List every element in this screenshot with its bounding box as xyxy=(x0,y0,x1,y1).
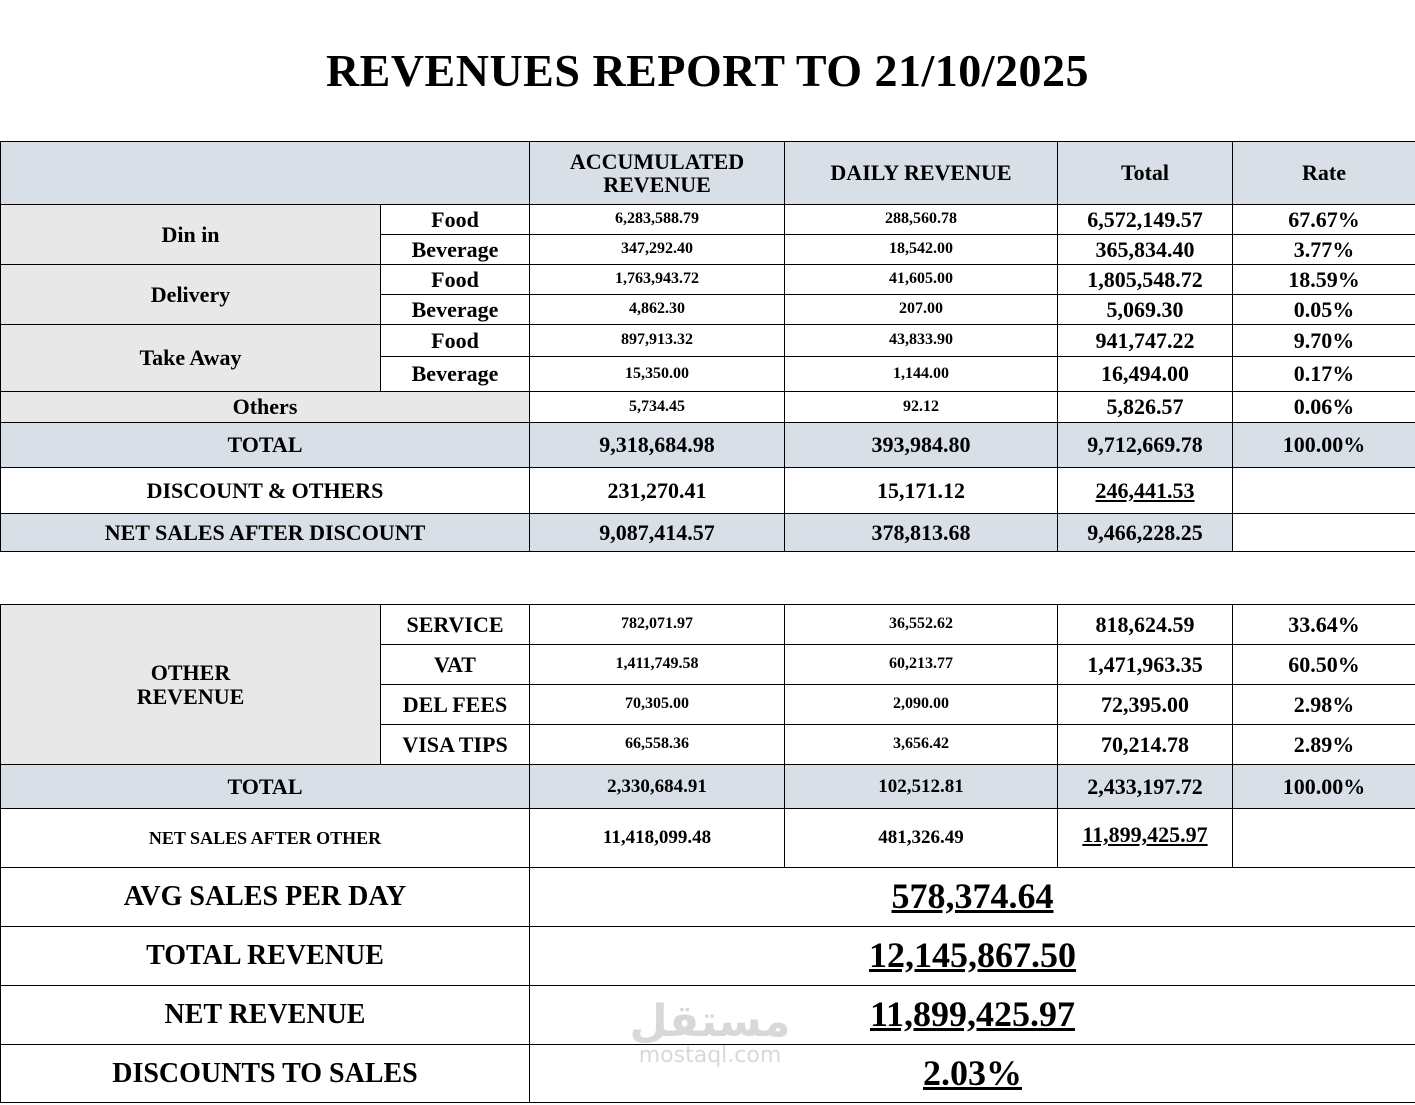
discount-row xyxy=(1,468,1415,514)
net-after-other-row xyxy=(1,809,1415,868)
table-row xyxy=(1,605,1415,645)
sales-total-label: TOTAL xyxy=(1,423,530,468)
header-total: Total xyxy=(1058,142,1233,205)
total-value: 9,466,228.25 xyxy=(1058,514,1233,552)
rate-value: 2.89% xyxy=(1233,725,1415,765)
total-revenue-label: TOTAL REVENUE xyxy=(1,927,530,986)
total-value: 2,433,197.72 xyxy=(1058,765,1233,809)
table-row xyxy=(1,265,1415,295)
rate-value: 0.17% xyxy=(1233,357,1415,392)
net-revenue-label: NET REVENUE xyxy=(1,986,530,1045)
accumulated-value: 5,734.45 xyxy=(530,392,785,423)
rate-value: 3.77% xyxy=(1233,235,1415,265)
subcategory-label: Food xyxy=(381,265,530,295)
discount-label: DISCOUNT & OTHERS xyxy=(1,468,530,514)
subcategory-label: SERVICE xyxy=(381,605,530,645)
daily-value: 15,171.12 xyxy=(785,468,1058,514)
category-others: Others xyxy=(1,392,530,423)
empty-rate-cell xyxy=(1233,514,1415,552)
daily-value: 36,552.62 xyxy=(785,605,1058,645)
rate-value: 9.70% xyxy=(1233,325,1415,357)
daily-value: 1,144.00 xyxy=(785,357,1058,392)
report-title: REVENUES REPORT TO 21/10/2025 xyxy=(325,45,1090,96)
daily-value: 102,512.81 xyxy=(785,765,1058,809)
other-total-row xyxy=(1,765,1415,809)
subcategory-label: Beverage xyxy=(381,357,530,392)
daily-value: 393,984.80 xyxy=(785,423,1058,468)
accumulated-value: 15,350.00 xyxy=(530,357,785,392)
table-row xyxy=(1,205,1415,235)
total-value: 16,494.00 xyxy=(1058,357,1233,392)
accumulated-value: 6,283,588.79 xyxy=(530,205,785,235)
accumulated-value: 9,318,684.98 xyxy=(530,423,785,468)
summary-row xyxy=(1,868,1415,927)
rate-value: 67.67% xyxy=(1233,205,1415,235)
rate-value: 60.50% xyxy=(1233,645,1415,685)
rate-value: 0.05% xyxy=(1233,295,1415,325)
rate-value: 100.00% xyxy=(1233,765,1415,809)
accumulated-value: 11,418,099.48 xyxy=(530,809,785,868)
total-revenue-value: 12,145,867.50 xyxy=(530,927,1415,986)
empty-rate-cell xyxy=(1233,809,1415,868)
watermark-arabic: مستقل xyxy=(629,996,791,1047)
net-revenue-value: 11,899,425.97 xyxy=(530,986,1415,1045)
summary-row xyxy=(1,986,1415,1045)
subcategory-label: Food xyxy=(381,205,530,235)
rate-value: 2.98% xyxy=(1233,685,1415,725)
total-value: 5,069.30 xyxy=(1058,295,1233,325)
accumulated-value: 2,330,684.91 xyxy=(530,765,785,809)
daily-value: 43,833.90 xyxy=(785,325,1058,357)
empty-rate-cell xyxy=(1233,468,1415,514)
net-after-other-label: NET SALES AFTER OTHER xyxy=(1,809,530,868)
accumulated-value: 66,558.36 xyxy=(530,725,785,765)
discounts-to-sales-label: DISCOUNTS TO SALES xyxy=(1,1045,530,1103)
total-value: 5,826.57 xyxy=(1058,392,1233,423)
total-value: 70,214.78 xyxy=(1058,725,1233,765)
daily-value: 92.12 xyxy=(785,392,1058,423)
accumulated-value: 347,292.40 xyxy=(530,235,785,265)
table-row xyxy=(1,325,1415,357)
daily-value: 18,542.00 xyxy=(785,235,1058,265)
subcategory-label: DEL FEES xyxy=(381,685,530,725)
category-delivery: Delivery xyxy=(1,265,381,325)
daily-value: 378,813.68 xyxy=(785,514,1058,552)
avg-sales-label: AVG SALES PER DAY xyxy=(1,868,530,927)
total-value: 365,834.40 xyxy=(1058,235,1233,265)
subcategory-label: VAT xyxy=(381,645,530,685)
spacer-row xyxy=(1,552,1415,605)
daily-value: 41,605.00 xyxy=(785,265,1058,295)
revenue-table xyxy=(0,141,1415,1103)
total-value: 818,624.59 xyxy=(1058,605,1233,645)
daily-value: 288,560.78 xyxy=(785,205,1058,235)
accumulated-value: 4,862.30 xyxy=(530,295,785,325)
category-din-in: Din in xyxy=(1,205,381,265)
accumulated-value: 231,270.41 xyxy=(530,468,785,514)
rate-value: 0.06% xyxy=(1233,392,1415,423)
header-rate: Rate xyxy=(1233,142,1415,205)
accumulated-value: 1,411,749.58 xyxy=(530,645,785,685)
total-value: 1,471,963.35 xyxy=(1058,645,1233,685)
rate-value: 100.00% xyxy=(1233,423,1415,468)
accumulated-value: 897,913.32 xyxy=(530,325,785,357)
sales-total-row xyxy=(1,423,1415,468)
header-row xyxy=(1,142,1415,205)
subcategory-label: VISA TIPS xyxy=(381,725,530,765)
total-value: 6,572,149.57 xyxy=(1058,205,1233,235)
header-daily: DAILY REVENUE xyxy=(785,142,1058,205)
daily-value: 481,326.49 xyxy=(785,809,1058,868)
watermark-latin: mostaql.com xyxy=(638,1043,782,1068)
summary-row xyxy=(1,1045,1415,1103)
total-value: 72,395.00 xyxy=(1058,685,1233,725)
other-total-label: TOTAL xyxy=(1,765,530,809)
accumulated-value: 70,305.00 xyxy=(530,685,785,725)
table-row xyxy=(1,392,1415,423)
total-value: 11,899,425.97 xyxy=(1058,809,1233,868)
net-after-discount-row xyxy=(1,514,1415,552)
category-other-revenue: OTHER REVENUE xyxy=(1,605,381,765)
spacer-cell xyxy=(1,552,1415,605)
daily-value: 2,090.00 xyxy=(785,685,1058,725)
daily-value: 3,656.42 xyxy=(785,725,1058,765)
total-value: 941,747.22 xyxy=(1058,325,1233,357)
header-accumulated: ACCUMULATED REVENUE xyxy=(530,142,785,205)
accumulated-value: 9,087,414.57 xyxy=(530,514,785,552)
rate-value: 18.59% xyxy=(1233,265,1415,295)
accumulated-value: 782,071.97 xyxy=(530,605,785,645)
total-value: 1,805,548.72 xyxy=(1058,265,1233,295)
net-after-discount-label: NET SALES AFTER DISCOUNT xyxy=(1,514,530,552)
summary-row xyxy=(1,927,1415,986)
discounts-to-sales-value: 2.03% xyxy=(530,1045,1415,1103)
accumulated-value: 1,763,943.72 xyxy=(530,265,785,295)
subcategory-label: Beverage xyxy=(381,235,530,265)
category-take-away: Take Away xyxy=(1,325,381,392)
total-value: 9,712,669.78 xyxy=(1058,423,1233,468)
subcategory-label: Beverage xyxy=(381,295,530,325)
daily-value: 207.00 xyxy=(785,295,1058,325)
daily-value: 60,213.77 xyxy=(785,645,1058,685)
avg-sales-value: 578,374.64 xyxy=(530,868,1415,927)
subcategory-label: Food xyxy=(381,325,530,357)
rate-value: 33.64% xyxy=(1233,605,1415,645)
header-blank-cell xyxy=(1,142,530,205)
total-value: 246,441.53 xyxy=(1058,468,1233,514)
